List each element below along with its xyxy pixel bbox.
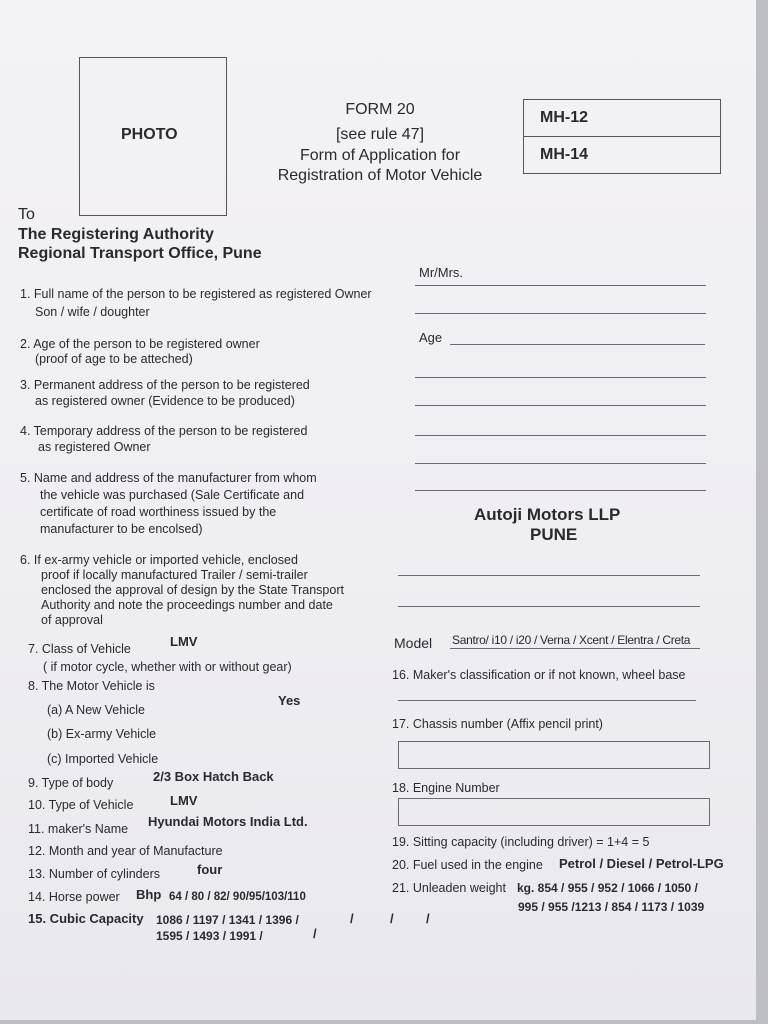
form-title-line1: Form of Application for — [299, 147, 461, 164]
item-14-label: 14. Horse power — [28, 890, 120, 904]
manufacturer-line — [415, 490, 706, 491]
temporary-address-line1 — [415, 435, 706, 436]
wheelbase-line — [398, 700, 696, 701]
photo-label: PHOTO — [121, 126, 178, 143]
age-line — [450, 344, 705, 345]
item-2-label: 2. Age of the person to be registered owner — [20, 337, 260, 351]
item-18-label: 18. Engine Number — [392, 781, 500, 795]
item-6-label: 6. If ex-army vehicle or imported vehicle, enclosed — [20, 553, 298, 567]
item-8c-label: (c) Imported Vehicle — [47, 752, 159, 766]
item-8-label: 8. The Motor Vehicle is — [28, 679, 155, 693]
chassis-number-box — [398, 741, 710, 769]
rto-code-box — [523, 99, 721, 174]
item-4-sub: as registered Owner — [38, 440, 151, 454]
item-19-label: 19. Sitting capacity (including driver) = 1+4 = 5 — [392, 835, 650, 849]
relation-line — [415, 313, 706, 314]
item-5-line2: the vehicle was purchased (Sale Certificate and — [40, 488, 305, 502]
rto-code: MH-12 — [540, 109, 589, 126]
item-5-line3: certificate of road worthiness issued by the — [40, 505, 277, 519]
cc-value-line2: 1595 / 1493 / 1991 / — [156, 929, 263, 943]
rto-code: MH-14 — [524, 136, 720, 173]
body-value: 2/3 Box Hatch Back — [153, 769, 274, 784]
item-16-label: 16. Maker's classification or if not known, wheel base — [392, 668, 686, 682]
hp-unit: Bhp — [136, 887, 162, 902]
item-11-label: 11. maker's Name — [28, 822, 129, 836]
cc-slash: / — [390, 911, 394, 926]
item-1-sub: Son / wife / doughter — [35, 305, 150, 319]
item-10-label: 10. Type of Vehicle — [28, 798, 134, 812]
new-vehicle-value: Yes — [278, 693, 301, 708]
class-value: LMV — [170, 634, 198, 649]
item-6-line5: of approval — [41, 613, 103, 627]
item-5-line4: manufacturer to be encolsed) — [40, 522, 203, 536]
model-label: Model — [394, 635, 433, 651]
item-7-sub: ( if motor cycle, whether with or without gear) — [43, 660, 292, 674]
addressee-to: To — [18, 206, 35, 223]
cc-slash: / — [313, 926, 317, 941]
permanent-address-line2 — [415, 405, 706, 406]
hp-value: 64 / 80 / 82/ 90/95/103/110 — [169, 891, 306, 903]
maker-value: Hyundai Motors India Ltd. — [148, 814, 308, 829]
weight-value-line2: 995 / 955 /1213 / 854 / 1173 / 1039 — [518, 900, 705, 914]
item-3-label: 3. Permanent address of the person to be registered — [20, 378, 310, 392]
age-label: Age — [419, 330, 443, 345]
form-title-line2: Registration of Motor Vehicle — [277, 167, 483, 184]
owner-name-line — [415, 285, 706, 286]
dealer-name: Autoji Motors LLP — [474, 505, 621, 524]
mr-mrs-label: Mr/Mrs. — [419, 265, 464, 280]
item-6-line-b — [398, 606, 700, 607]
cylinders-value: four — [197, 862, 223, 877]
item-3-sub: as registered owner (Evidence to be produced) — [35, 394, 295, 408]
weight-value-line1: kg. 854 / 955 / 952 / 1066 / 1050 / — [517, 881, 698, 895]
item-8a-label: (a) A New Vehicle — [47, 703, 145, 717]
item-5-label: 5. Name and address of the manufacturer from whom — [20, 471, 317, 485]
engine-number-box — [398, 798, 710, 826]
item-12-label: 12. Month and year of Manufacture — [28, 844, 223, 858]
temporary-address-line2 — [415, 463, 706, 464]
form-rule: [see rule 47] — [335, 126, 425, 143]
item-6-line2: proof if locally manufactured Trailer / semi-trailer — [41, 568, 308, 582]
item-2-sub: (proof of age to be atteched) — [35, 352, 193, 366]
model-value: Santro/ i10 / i20 / Verna / Xcent / Elentra / Creta — [452, 633, 691, 647]
item-13-label: 13. Number of cylinders — [28, 867, 161, 881]
item-4-label: 4. Temporary address of the person to be registered — [20, 424, 308, 438]
cc-slash: / — [350, 911, 354, 926]
item-6-line3: enclosed the approval of design by the State Transport — [41, 583, 344, 597]
model-line — [450, 648, 700, 649]
item-8b-label: (b) Ex-army Vehicle — [47, 727, 157, 741]
fuel-value: Petrol / Diesel / Petrol-LPG — [559, 856, 724, 871]
item-6-line-a — [398, 575, 700, 576]
vehicle-type-value: LMV — [170, 793, 198, 808]
item-17-label: 17. Chassis number (Affix pencil print) — [392, 717, 603, 731]
item-20-label: 20. Fuel used in the engine — [392, 858, 543, 872]
cc-slash: / — [426, 911, 430, 926]
permanent-address-line1 — [415, 377, 706, 378]
addressee-line1: The Registering Authority — [18, 226, 214, 243]
item-6-line4: Authority and note the proceedings number and date — [41, 598, 333, 612]
item-1-label: 1. Full name of the person to be registered as registered Owner — [20, 287, 372, 301]
cc-value-line1: 1086 / 1197 / 1341 / 1396 / — [156, 913, 299, 927]
item-7-label: 7. Class of Vehicle — [28, 642, 131, 656]
item-21-label: 21. Unleaden weight — [392, 881, 506, 895]
dealer-city: PUNE — [530, 525, 578, 544]
item-15-label: 15. Cubic Capacity — [28, 911, 144, 926]
form-number: FORM 20 — [345, 101, 415, 118]
item-9-label: 9. Type of body — [28, 776, 114, 790]
addressee-line2: Regional Transport Office, Pune — [18, 245, 262, 262]
